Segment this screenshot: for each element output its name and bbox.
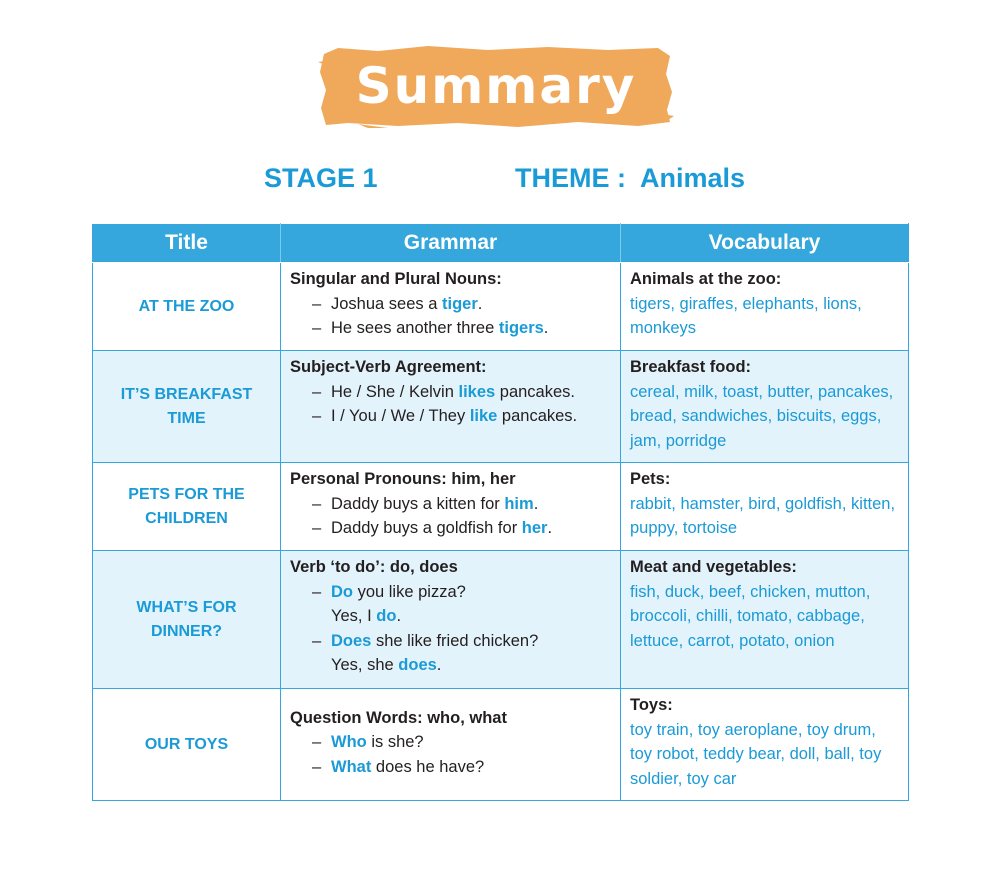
summary-table [92,223,909,801]
vocabulary-heading: Breakfast food: [630,358,752,376]
grammar-example: – He / She / Kelvin likes pancakes. [312,382,575,401]
grammar-example: – Daddy buys a kitten for him. [312,494,539,513]
vocabulary-heading: Animals at the zoo: [630,270,782,288]
grammar-heading: Personal Pronouns: him, her [290,470,516,488]
vocabulary-heading: Pets: [630,470,671,488]
table-row [93,689,909,801]
table-row [93,551,909,689]
vocabulary-cell [621,263,909,351]
theme-label: THEME : [515,163,626,193]
column-header-grammar: Grammar [281,224,621,263]
grammar-cell [281,551,621,689]
grammar-heading: Subject-Verb Agreement: [290,358,487,376]
vocabulary-words: toy train, toy aeroplane, toy drum, toy robot, teddy bear, doll, ball, toy soldier, toy car [630,720,882,788]
vocabulary-cell [621,551,909,689]
grammar-example: – Do you like pizza? Yes, I do. [290,580,612,629]
grammar-cell [281,689,621,801]
table-row [93,351,909,463]
theme-heading [515,163,745,194]
grammar-heading: Singular and Plural Nouns: [290,270,502,288]
grammar-cell [281,463,621,551]
grammar-example: – Joshua sees a tiger. [312,294,483,313]
grammar-example: – Who is she? [312,733,424,752]
grammar-example: – What does he have? [312,757,485,776]
vocabulary-cell [621,463,909,551]
page-title: Summary [355,57,637,115]
row-title: IT’S BREAKFAST TIME [93,351,281,463]
vocabulary-words: cereal, milk, toast, butter, pancakes, bread, sandwiches, biscuits, eggs, jam, porridge [630,382,894,450]
table-row [93,463,909,551]
vocabulary-words: fish, duck, beef, chicken, mutton, broccoli, chilli, tomato, cabbage, lettuce, carrot, potato, onion [630,582,871,650]
column-header-vocabulary: Vocabulary [621,224,909,263]
vocabulary-cell [621,351,909,463]
grammar-answer: Yes, I do. [331,607,402,625]
grammar-example: – Does she like fried chicken? Yes, she does. [290,629,612,678]
summary-banner [318,44,674,128]
grammar-heading: Verb ‘to do’: do, does [290,558,458,576]
grammar-example: – He sees another three tigers. [312,319,549,337]
grammar-cell [281,351,621,463]
row-title: PETS FOR THE CHILDREN [93,463,281,551]
stage-label: STAGE 1 [264,163,378,193]
table-header-row [93,224,909,263]
vocabulary-words: tigers, giraffes, elephants, lions, monkeys [630,294,862,337]
vocabulary-heading: Toys: [630,696,673,714]
grammar-example: – I / You / We / They like pancakes. [312,407,578,425]
vocabulary-cell [621,689,909,801]
theme-value: Animals [640,163,746,193]
vocabulary-words: rabbit, hamster, bird, goldfish, kitten, puppy, tortoise [630,494,896,537]
row-title: OUR TOYS [93,689,281,801]
vocabulary-heading: Meat and vegetables: [630,558,797,576]
grammar-answer: Yes, she does. [331,656,442,674]
grammar-example: – Daddy buys a goldfish for her. [312,519,553,537]
column-header-title: Title [93,224,281,263]
grammar-heading: Question Words: who, what [290,708,507,727]
grammar-cell [281,263,621,351]
row-title: WHAT’S FOR DINNER? [93,551,281,689]
table-row [93,263,909,351]
row-title: AT THE ZOO [93,263,281,351]
